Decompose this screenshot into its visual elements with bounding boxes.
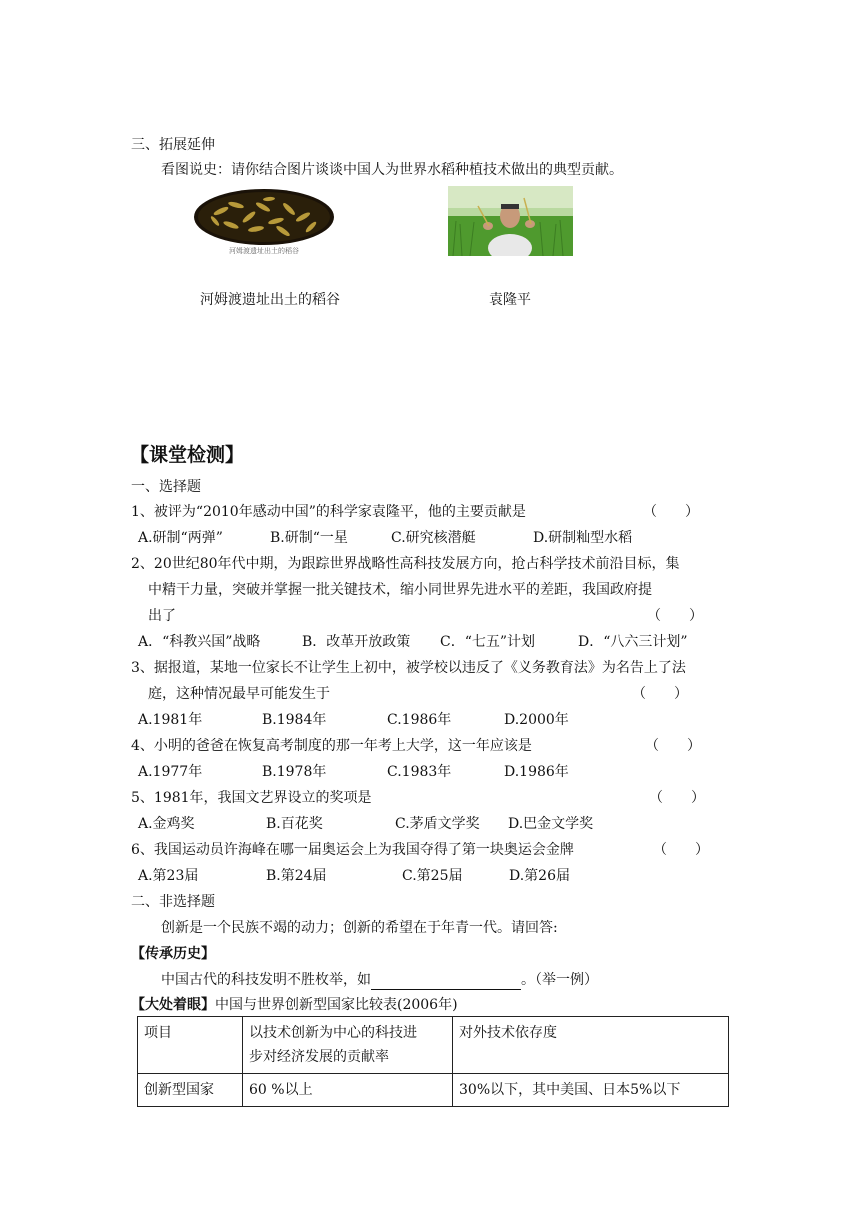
- q2-option-b: B．改革开放政策: [302, 634, 411, 650]
- table-header-row: [138, 1017, 729, 1074]
- table-cell-country-type: 创新型国家: [138, 1074, 243, 1107]
- q1-option-d: D.研制籼型水稻: [533, 530, 633, 546]
- history-question: [161, 970, 598, 990]
- part1-heading: 一、选择题: [131, 479, 201, 495]
- q3-option-a: A.1981年: [138, 712, 203, 728]
- vision-line: [131, 995, 458, 1015]
- q1-option-a: A.研制“两弹”: [138, 530, 223, 546]
- question-2-answer-paren: （ ）: [647, 608, 703, 624]
- question-6-answer-paren: （ ）: [653, 842, 709, 858]
- q4-option-b: B.1978年: [262, 764, 327, 780]
- question-6-text: 6、我国运动员许海峰在哪一届奥运会上为我国夺得了第一块奥运会金牌: [131, 842, 574, 858]
- question-5-answer-paren: （ ）: [649, 790, 705, 806]
- q6-option-b: B.第24届: [266, 868, 327, 884]
- question-3-line-2: 庭，这种情况最早可能发生于: [148, 686, 330, 702]
- rice-field-person-illustration: [448, 186, 573, 256]
- question-3-line-1: 3、据报道，某地一位家长不让学生上初中，被学校以违反了《义务教育法》为名告上了法: [131, 660, 686, 676]
- table-header-contribution-line-1: 以技术创新为中心的科技进: [249, 1025, 417, 1041]
- table-cell-dependence: 30%以下，其中美国、日本5%以下: [453, 1074, 729, 1107]
- question-1-text: 1、被评为“2010年感动中国”的科学家袁隆平，他的主要贡献是: [131, 504, 526, 520]
- comparison-table: [137, 1016, 729, 1107]
- question-2-line-3: 出了: [148, 608, 176, 624]
- yuan-longping-caption: 袁隆平: [489, 292, 531, 308]
- part2-intro: 创新是一个民族不竭的动力；创新的希望在于年青一代。请回答:: [161, 920, 558, 936]
- q2-option-c: C．“七五”计划: [440, 634, 536, 650]
- q6-option-d: D.第26届: [509, 868, 570, 884]
- q5-option-c: C.茅盾文学奖: [395, 816, 480, 832]
- history-text-after: 。（举一例）: [521, 972, 598, 988]
- q4-option-c: C.1983年: [387, 764, 452, 780]
- part2-heading: 二、非选择题: [131, 894, 215, 910]
- classroom-test-title: 【课堂检测】: [130, 444, 245, 466]
- q2-option-a: A．“科教兴国”战略: [138, 634, 261, 650]
- question-4-answer-paren: （ ）: [645, 738, 701, 754]
- q1-option-c: C.研究核潜艇: [391, 530, 476, 546]
- q4-option-a: A.1977年: [138, 764, 203, 780]
- q6-option-a: A.第23届: [138, 868, 199, 884]
- table-cell-contribution: 60 %以上: [243, 1074, 453, 1107]
- table-header-dependence: 对外技术依存度: [453, 1017, 729, 1074]
- rice-grains-illustration: [191, 187, 337, 257]
- rice-grains-image: [191, 187, 337, 257]
- question-4-text: 4、小明的爸爸在恢复高考制度的那一年考上大学，这一年应该是: [131, 738, 532, 754]
- question-2-line-2: 中精干力量，突破并掌握一批关键技术，缩小同世界先进水平的差距，我国政府提: [148, 582, 652, 598]
- q1-option-b: B.研制“一星: [270, 530, 348, 546]
- history-answer-blank[interactable]: [371, 973, 521, 990]
- history-text-before: 中国古代的科技发明不胜枚举，如: [161, 972, 371, 988]
- extension-heading: 三、拓展延伸: [131, 137, 215, 153]
- q5-option-b: B.百花奖: [266, 816, 323, 832]
- rice-image-caption: 河姆渡遗址出土的稻谷: [200, 292, 340, 308]
- q2-option-d: D．“八六三计划”: [578, 634, 688, 650]
- table-header-contribution: [243, 1017, 453, 1074]
- rice-image-inner-caption: 河姆渡遗址出土的稻谷: [229, 247, 299, 255]
- question-2-line-1: 2、20世纪80年代中期，为跟踪世界战略性高科技发展方向，抢占科学技术前沿目标，集: [131, 556, 680, 572]
- question-5-text: 5、1981年，我国文艺界设立的奖项是: [131, 790, 372, 806]
- history-label: 【传承历史】: [131, 946, 215, 962]
- q3-option-c: C.1986年: [387, 712, 452, 728]
- table-row: [138, 1074, 729, 1107]
- extension-prompt: 看图说史：请你结合图片谈谈中国人为世界水稻种植技术做出的典型贡献。: [161, 162, 623, 178]
- q4-option-d: D.1986年: [504, 764, 569, 780]
- table-header-item: 项目: [138, 1017, 243, 1074]
- q5-option-d: D.巴金文学奖: [508, 816, 594, 832]
- vision-text: 中国与世界创新型国家比较表(2006年): [215, 997, 458, 1013]
- yuan-longping-photo: [448, 186, 573, 256]
- table-header-contribution-line-2: 步对经济发展的贡献率: [249, 1049, 389, 1065]
- q6-option-c: C.第25届: [402, 868, 463, 884]
- q3-option-b: B.1984年: [262, 712, 327, 728]
- vision-label: 【大处着眼】: [131, 997, 215, 1013]
- question-3-answer-paren: （ ）: [632, 686, 688, 702]
- q3-option-d: D.2000年: [504, 712, 569, 728]
- question-1-answer-paren: （ ）: [643, 504, 699, 520]
- q5-option-a: A.金鸡奖: [138, 816, 195, 832]
